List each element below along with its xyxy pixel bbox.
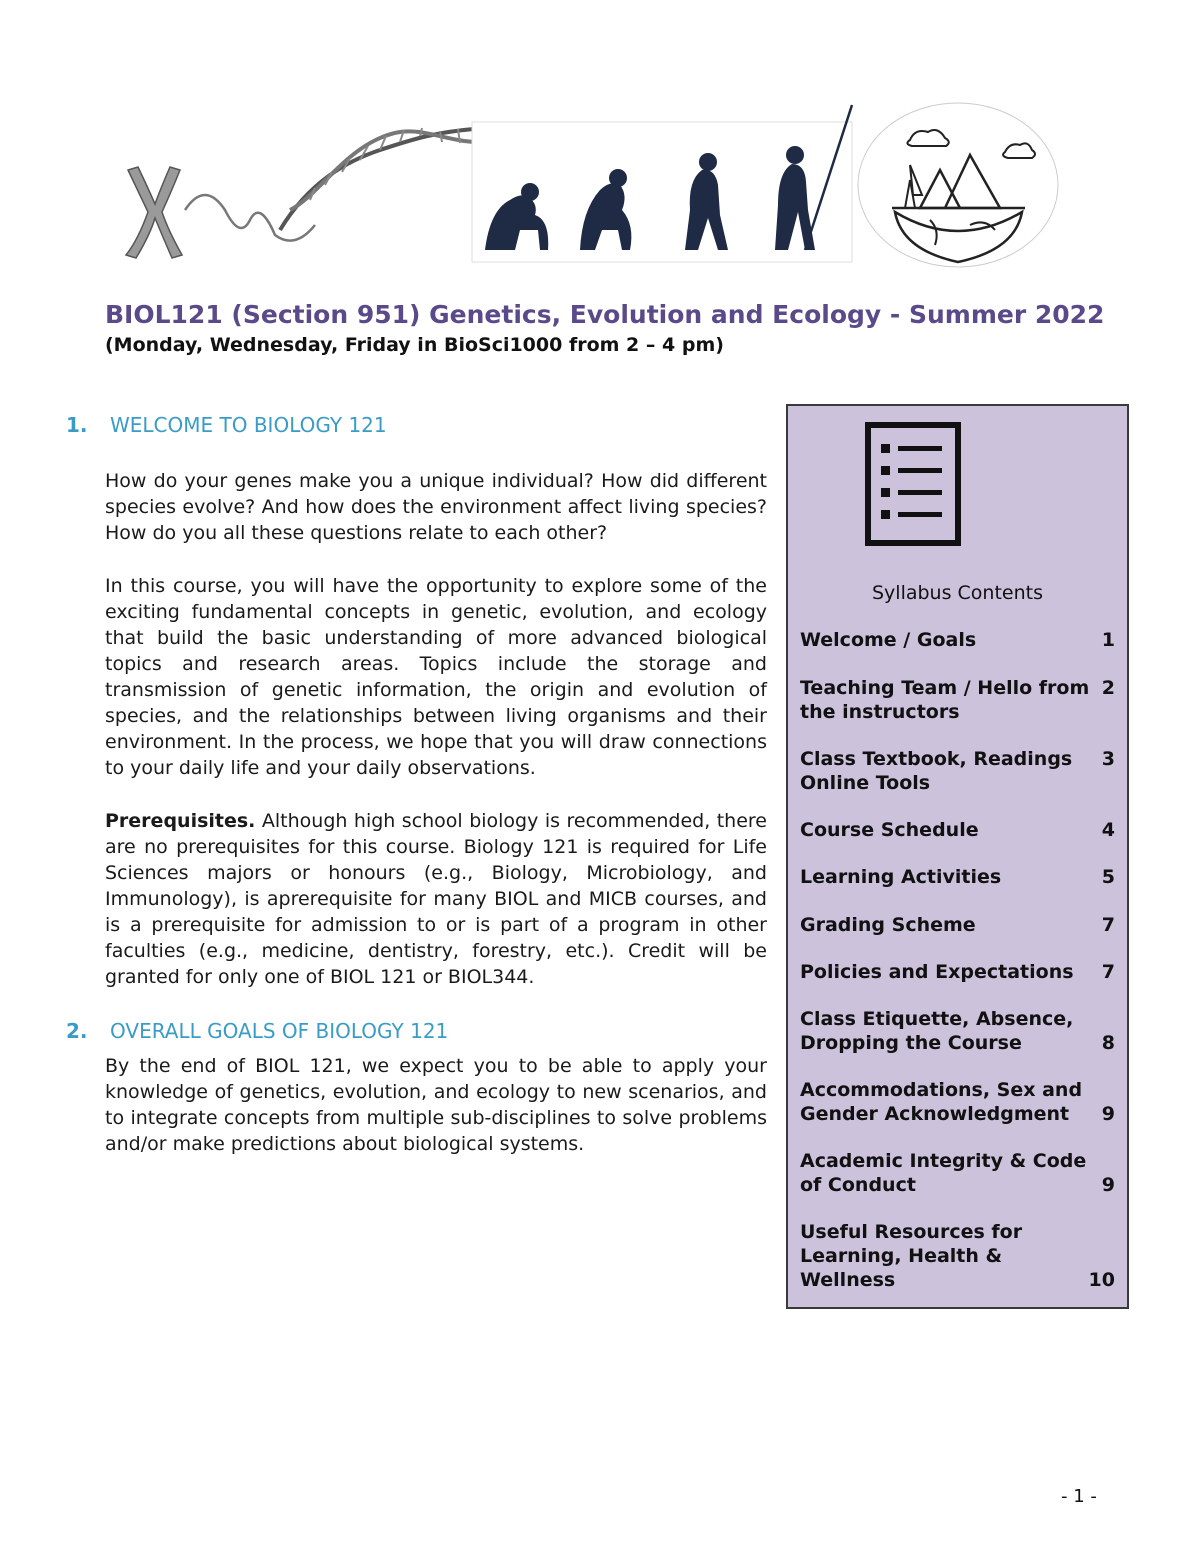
toc-item-page: 3 xyxy=(1101,748,1115,770)
prerequisites-paragraph xyxy=(105,808,767,990)
toc-item-etiquette[interactable] xyxy=(800,1007,1115,1055)
welcome-paragraph-1: How do your genes make you a unique individual? How did different species evolve? And how does the environment affect living species? How do you all these questions relate to each other? xyxy=(105,470,767,544)
toc-item-label: Teaching Team / Hello from the instructors xyxy=(800,677,1090,723)
section-number: 2. xyxy=(66,1019,88,1043)
syllabus-contents-box xyxy=(786,404,1129,1309)
section-title: OVERALL GOALS OF BIOLOGY 121 xyxy=(110,1019,449,1043)
goals-paragraph: By the end of BIOL 121, we expect you to be able to apply your knowledge of genetics, evolution, and ecology to new scenarios, and to integrate concepts from multiple sub-disciplines to solve problems and/or make predictions about biological systems. xyxy=(105,1055,767,1155)
toc-item-label: Policies and Expectations xyxy=(800,961,1074,983)
toc-item-page: 4 xyxy=(1101,819,1115,841)
toc-item-label: Class Textbook, Readings Online Tools xyxy=(800,748,1073,794)
toc-item-page: 7 xyxy=(1101,914,1115,936)
toc-item-label: Welcome / Goals xyxy=(800,629,977,651)
toc-item-label: Learning Activities xyxy=(800,866,1002,888)
chromosome-dna-image xyxy=(126,128,495,258)
prerequisites-text: Although high school biology is recommended, there are no prerequisites for this course. Biology 121 is required for Life Sciences majors or honours (e.g., Biology, Microbiology, and Immunology), is aprerequisite for many BIOL and MICB courses, and is a prerequisite for admission to or is part of a program in other faculties (e.g., medicine, dentistry, forestry, etc.). Credit will be granted for only one of BIOL 121 or BIOL344. xyxy=(105,810,767,988)
toc-item-accommodations[interactable] xyxy=(800,1078,1115,1126)
prerequisites-label: Prerequisites. xyxy=(105,810,256,832)
toc-item-label: Useful Resources for Learning, Health & Wellness xyxy=(800,1221,1023,1291)
toc-item-label: Academic Integrity & Code of Conduct xyxy=(800,1150,1087,1196)
section-heading-goals xyxy=(66,1019,448,1043)
toc-item-schedule[interactable] xyxy=(800,818,1115,842)
toc-item-grading[interactable] xyxy=(800,913,1115,937)
toc-item-label: Class Etiquette, Absence, Dropping the Course xyxy=(800,1008,1074,1054)
toc-item-page: 2 xyxy=(1101,677,1115,699)
toc-item-teaching-team[interactable] xyxy=(800,676,1115,724)
toc-item-page: 7 xyxy=(1101,961,1115,983)
class-schedule-subtitle: (Monday, Wednesday, Friday in BioSci1000 from 2 – 4 pm) xyxy=(105,334,724,356)
page-number: - 1 - xyxy=(1061,1486,1097,1507)
toc-item-resources[interactable] xyxy=(800,1220,1115,1292)
toc-item-page: 5 xyxy=(1101,866,1115,888)
welcome-paragraph-2: In this course, you will have the opportunity to explore some of the exciting fundamental concepts in genetic, evolution, and ecology that build the basic understanding of more advanced biological topics and research areas. Topics include the storage and transmission of genetic information, the origin and evolution of species, and the relationships between living organisms and their environment. In the process, we hope that you will draw connections to your daily life and your daily observations. xyxy=(105,575,767,779)
toc-item-textbook[interactable] xyxy=(800,747,1115,795)
toc-item-page: 9 xyxy=(1101,1174,1115,1196)
course-banner-illustration xyxy=(110,100,1065,275)
checklist-icon xyxy=(865,422,961,546)
toc-item-page: 8 xyxy=(1101,1032,1115,1054)
human-evolution-image xyxy=(472,105,852,262)
toc-item-academic-integrity[interactable] xyxy=(800,1149,1115,1197)
toc-item-learning-activities[interactable] xyxy=(800,865,1115,889)
page-title: BIOL121 (Section 951) Genetics, Evolution and Ecology - Summer 2022 xyxy=(105,300,1105,329)
toc-item-page: 10 xyxy=(1088,1269,1115,1291)
toc-item-label: Grading Scheme xyxy=(800,914,976,936)
earth-ecology-icon xyxy=(858,103,1058,267)
toc-item-label: Course Schedule xyxy=(800,819,979,841)
toc-item-page: 1 xyxy=(1101,629,1115,651)
toc-item-policies[interactable] xyxy=(800,960,1115,984)
section-title: WELCOME TO BIOLOGY 121 xyxy=(110,413,387,437)
section-number: 1. xyxy=(66,413,88,437)
section-heading-welcome xyxy=(66,413,387,437)
toc-item-page: 9 xyxy=(1101,1103,1115,1125)
toc-item-welcome[interactable] xyxy=(800,628,1115,652)
syllabus-contents-heading: Syllabus Contents xyxy=(871,582,1043,604)
toc-item-label: Accommodations, Sex and Gender Acknowledgment xyxy=(800,1079,1083,1125)
